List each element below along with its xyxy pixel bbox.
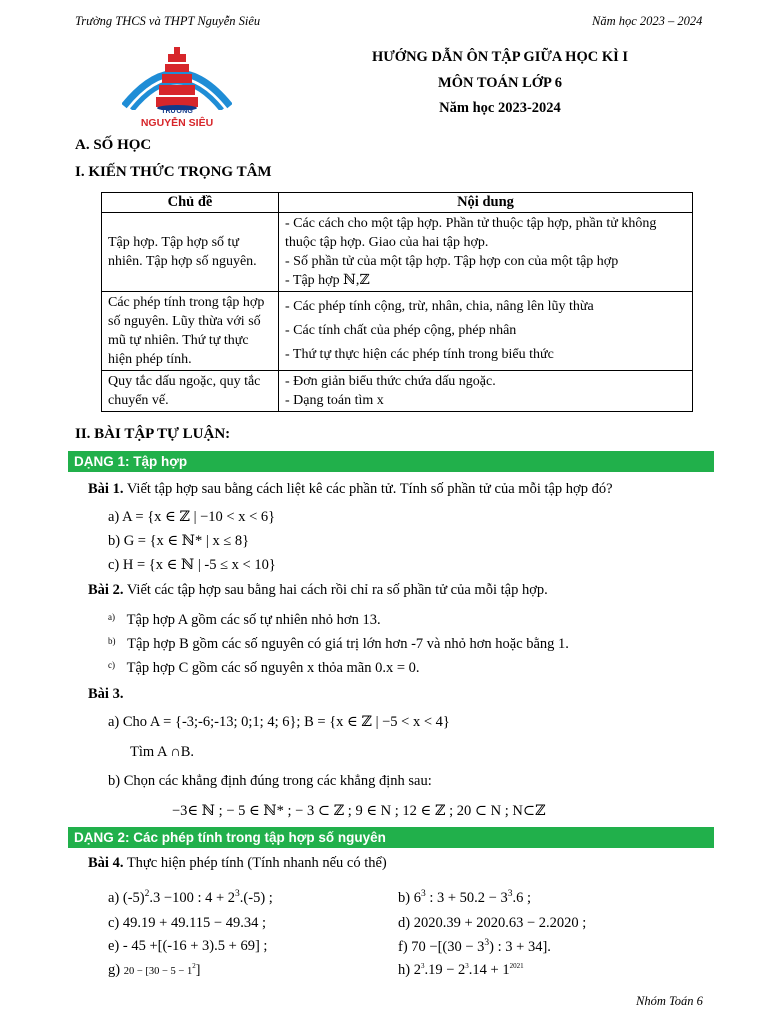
content-line: - Tập hợp ℕ,ℤ (285, 273, 370, 288)
bai2-label: Bài 2. (88, 582, 124, 598)
bai2-prompt (88, 582, 548, 599)
dang2-bar: DẠNG 2: Các phép tính trong tập hợp số nguyên (68, 827, 714, 848)
footer-text: Nhóm Toán 6 (636, 994, 703, 1008)
bai4-h-pre: h) 2 (398, 962, 421, 978)
bai4-item-f (398, 938, 551, 956)
bai4-h-sup: 3 (420, 962, 425, 971)
bai3-a: a) Cho A = {-3;-6;-13; 0;1; 4; 6}; B = {x ∈ ℤ | −5 < x < 4} (108, 714, 450, 730)
bai4-g-pre: g) (108, 962, 124, 978)
bai4-f-pre: f) 70 −[(30 − 3 (398, 938, 485, 955)
bai3-b: b) Chọn các khẳng định đúng trong các khẳng định sau: (108, 773, 432, 789)
bai2-item-c-mark: c) (108, 660, 115, 670)
bai1-label: Bài 1. (88, 481, 124, 497)
bai4-b-post: .6 ; (512, 889, 532, 906)
bai1-prompt (88, 481, 613, 498)
bai4-h-post: .14 + 1 (468, 962, 510, 978)
bai2-item-a-text: Tập hợp A gồm các số tự nhiên nhỏ hơn 13. (126, 612, 381, 628)
table-row (102, 213, 693, 292)
content-line: - Các tính chất của phép cộng, phép nhân (285, 323, 517, 338)
content-line: - Các cách cho một tập hợp. Phần tử thuộc tập hợp, phần tử không thuộc tập hợp. Giao của hai tập hợp. (285, 216, 657, 250)
content-line: - Thứ tự thực hiện các phép tính trong biểu thức (285, 347, 554, 362)
bai4-prompt (88, 855, 387, 872)
bai4-h-exp: 2021 (509, 962, 524, 971)
table-cell-content (279, 213, 693, 292)
bai4-a-sup: 2 (144, 889, 150, 899)
bai4-g-mid: 20 − [30 − 5 − 1 (123, 966, 193, 977)
knowledge-table (101, 192, 693, 412)
bai4-item-c: c) 49.19 + 49.115 − 49.34 ; (108, 915, 266, 931)
bai4-text: Thực hiện phép tính (Tính nhanh nếu có thể) (123, 855, 387, 871)
bai1-item-b: b) G = {x ∈ ℕ* | x ≤ 8} (108, 533, 250, 549)
bai2-item-c (108, 660, 420, 677)
bai4-g-sup: 2 (192, 962, 196, 971)
bai4-item-h (398, 962, 524, 979)
bai2-item-b-mark: b) (108, 636, 116, 646)
bai1-item-c: c) H = {x ∈ ℕ | -5 ≤ x < 10} (108, 557, 276, 573)
bai4-a-post: .(-5) ; (239, 889, 273, 906)
bai4-label: Bài 4. (88, 855, 124, 871)
bai4-item-d: d) 2020.39 + 2020.63 − 2.2020 ; (398, 915, 587, 931)
bai4-item-a (108, 889, 273, 907)
content-line: - Đơn giản biểu thức chứa dấu ngoặc. (285, 374, 496, 389)
bai4-h-mid: .19 − 2 (424, 962, 466, 978)
bai4-f-mid: ) : 3 + 34] (489, 938, 548, 955)
bai4-b-sup2: 3 (507, 889, 513, 899)
bai4-f-sup: 3 (484, 938, 490, 948)
bai3-label: Bài 3. (88, 686, 124, 702)
bai4-b-mid: : 3 + 50.2 − 3 (425, 889, 508, 906)
content-line: - Dạng toán tìm x (285, 393, 384, 408)
bai2-item-a-mark: a) (108, 612, 115, 622)
content-line: - Các phép tính cộng, trừ, nhân, chia, nâng lên lũy thừa (285, 299, 594, 314)
bai4-f-post: . (547, 938, 551, 955)
table-cell-content (279, 371, 693, 412)
bai4-g-post: ] (195, 963, 201, 978)
table-cell-content (279, 292, 693, 371)
school-logo (122, 44, 232, 134)
section-1-heading: I. KIẾN THỨC TRỌNG TÂM (75, 164, 272, 180)
table-header-content: Nội dung (279, 193, 693, 213)
bai2-item-b-text: Tập hợp B gồm các số nguyên có giá trị lớn hơn -7 và nhỏ hơn hoặc bằng 1. (127, 636, 569, 652)
section-a-heading: A. SỐ HỌC (75, 137, 152, 153)
table-cell-topic: Quy tắc dấu ngoặc, quy tắc chuyển vế. (102, 371, 279, 412)
bai1-item-a: a) A = {x ∈ ℤ | −10 < x < 6} (108, 509, 276, 525)
doc-title-line3: Năm học 2023-2024 (439, 100, 561, 116)
logo-text-top: TRƯỜNG (161, 108, 193, 115)
bai2-item-a (108, 612, 381, 629)
bai3-b2: −3∈ ℕ ; − 5 ∈ ℕ* ; − 3 ⊂ ℤ ; 9 ∈ N ; 12 ∈ ℤ ; 20 ⊂ N ; N⊂ℤ (172, 803, 546, 819)
bai1-text: Viết tập hợp sau bằng cách liệt kê các phần tử. Tính số phần tử của mỗi tập hợp đó? (123, 481, 613, 497)
bai2-item-c-text: Tập hợp C gồm các số nguyên x thỏa mãn 0.x = 0. (126, 660, 420, 676)
bai4-b-pre: b) 6 (398, 889, 421, 906)
logo-text-main: NGUYỄN SIÊU (140, 117, 214, 129)
doc-title-line1: HƯỚNG DẪN ÔN TẬP GIỮA HỌC KÌ I (371, 49, 629, 65)
bai2-text: Viết các tập hợp sau bằng hai cách rồi chỉ ra số phần tử của mỗi tập hợp. (123, 582, 548, 598)
bai4-item-g (108, 962, 200, 979)
table-row (102, 292, 693, 371)
bai4-a-mid: .3 −100 : 4 + 2 (149, 889, 236, 906)
table-cell-topic: Các phép tính trong tập hợp số nguyên. Lũy thừa với số mũ tự nhiên. Thứ tự thực hiện phép tính. (102, 292, 279, 371)
header-school: Trường THCS và THPT Nguyễn Siêu (75, 14, 261, 28)
table-cell-topic: Tập hợp. Tập hợp số tự nhiên. Tập hợp số nguyên. (102, 213, 279, 292)
section-2-heading: II. BÀI TẬP TỰ LUẬN: (75, 426, 231, 442)
bai4-a-sup2: 3 (235, 889, 240, 899)
dang1-bar: DẠNG 1: Tập hợp (68, 451, 714, 472)
bai3-a2: Tìm A ∩B. (130, 744, 195, 760)
bai4-item-b (398, 889, 531, 907)
content-line: - Số phần tử của một tập hợp. Tập hợp con của một tập hợp (285, 254, 619, 269)
table-header-row (102, 193, 693, 213)
table-header-topic: Chủ đề (102, 193, 279, 213)
bai4-h-sup2: 3 (465, 962, 469, 971)
doc-title-line2: MÔN TOÁN LỚP 6 (438, 75, 562, 91)
bai4-a-pre: a) (-5) (108, 889, 145, 906)
table-row (102, 371, 693, 412)
bai4-b-sup: 3 (420, 889, 426, 899)
bai2-item-b (108, 636, 569, 653)
header-year: Năm học 2023 – 2024 (592, 14, 703, 28)
bai4-item-e: e) - 45 +[(-16 + 3).5 + 69] ; (108, 938, 268, 954)
